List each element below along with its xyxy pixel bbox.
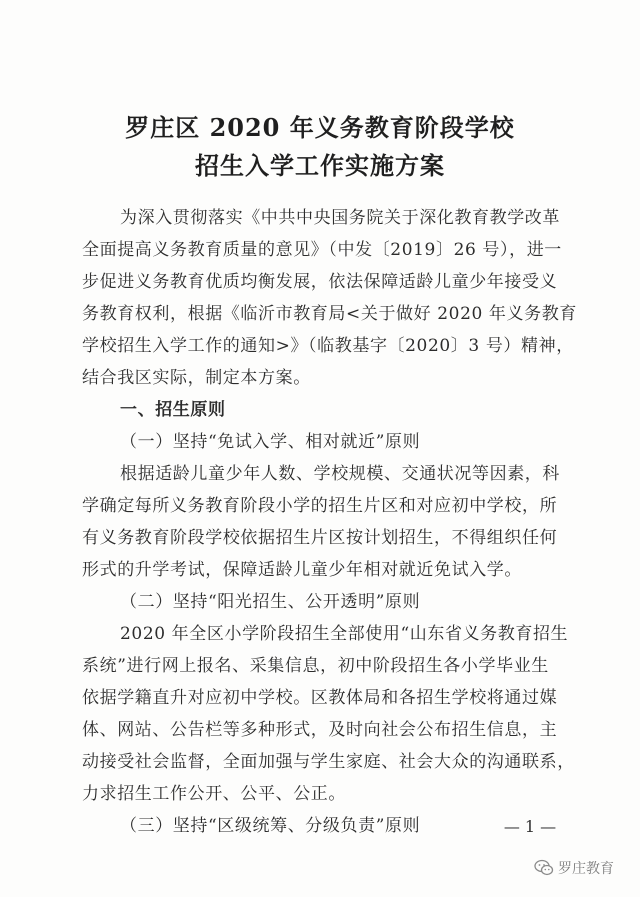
principle-line: 学确定每所义务教育阶段小学的招生片区和对应初中学校，所 xyxy=(82,496,558,516)
wechat-icon xyxy=(534,859,554,877)
intro-line: 步促进义务教育优质均衡发展，依法保障适龄儿童少年接受义 xyxy=(82,272,558,292)
principle-line: 动接受社会监督，全面加强与学生家庭、社会大众的沟通联系， xyxy=(82,752,575,772)
principle-line: 系统”进行网上报名、采集信息，初中阶段招生各小学毕业生 xyxy=(82,656,549,676)
intro-line: 为深入贯彻落实《中共中央国务院关于深化教育教学改革 xyxy=(120,208,560,228)
intro-line: 学校招生入学工作的通知>》（临教基字〔2020〕3 号）精神， xyxy=(82,336,574,356)
principle-line: 形式的升学考试，保障适龄儿童少年相对就近免试入学。 xyxy=(82,560,522,580)
wechat-watermark xyxy=(534,858,614,878)
principle-heading: （三）坚持“区级统筹、分级负责”原则 xyxy=(120,816,421,836)
principle-heading: （二）坚持“阳光招生、公开透明”原则 xyxy=(120,592,421,612)
principle-heading: （一）坚持“免试入学、相对就近”原则 xyxy=(120,432,421,452)
watermark-text: 罗庄教育 xyxy=(558,861,614,877)
principle-line: 2020 年全区小学阶段招生全部使用“山东省义务教育招生 xyxy=(120,624,569,644)
principle-line: 力求招生工作公开、公平、公正。 xyxy=(82,784,346,804)
principle-line: 根据适龄儿童少年人数、学校规模、交通状况等因素，科 xyxy=(120,464,560,484)
document-title-line-2: 招生入学工作实施方案 xyxy=(195,151,445,180)
intro-line: 全面提高义务教育质量的意见》（中发〔2019〕26 号），进一 xyxy=(82,240,562,260)
intro-line: 务教育权利，根据《临沂市教育局<关于做好 2020 年义务教育 xyxy=(82,304,577,324)
intro-line: 结合我区实际，制定本方案。 xyxy=(82,368,311,388)
page-number: — 1 — xyxy=(503,817,557,836)
document-title-line-1: 罗庄区 2020 年义务教育阶段学校 xyxy=(125,113,515,142)
principle-line: 体、网站、公告栏等多种形式，及时向社会公布招生信息，主 xyxy=(82,720,558,740)
principle-line: 依据学籍直升对应初中学校。区教体局和各招生学校将通过媒 xyxy=(82,688,558,708)
section-heading: 一、招生原则 xyxy=(120,400,226,420)
principle-line: 有义务教育阶段学校依据招生片区按计划招生，不得组织任何 xyxy=(82,528,558,548)
